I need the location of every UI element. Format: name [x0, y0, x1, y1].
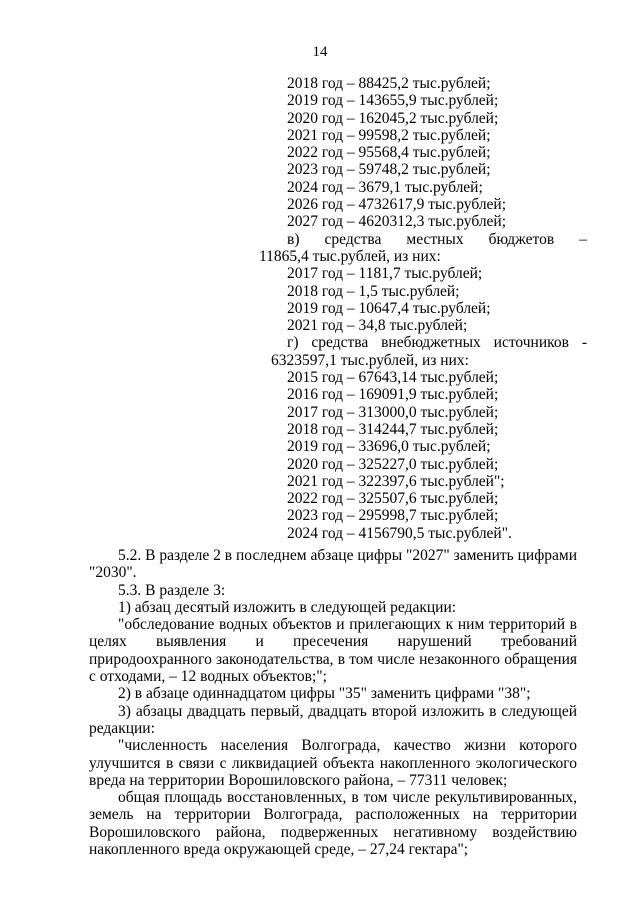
item-v-heading	[287, 231, 587, 248]
list-item: 2021 год – 99598,2 тыс.рублей;	[287, 126, 491, 144]
list-item: 2021 год – 34,8 тыс.рублей;	[287, 317, 468, 335]
list-item: 2020 год – 325227,0 тыс.рублей;	[287, 455, 499, 473]
item-g-heading: г) средства внебюджетных источников -	[287, 334, 587, 352]
item-v-word: местных	[406, 230, 464, 248]
list-item: 2018 год – 1,5 тыс.рублей;	[287, 282, 460, 300]
list-item: 2018 год – 314244,7 тыс.рублей;	[287, 420, 499, 438]
list-item: 2022 год – 325507,6 тыс.рублей;	[287, 490, 499, 508]
list-item: 2020 год – 162045,2 тыс.рублей;	[287, 109, 499, 127]
list-item: 2015 год – 67643,14 тыс.рублей;	[287, 369, 499, 387]
item-v-word: в)	[287, 230, 300, 248]
list-item: 2022 год – 95568,4 тыс.рублей;	[287, 144, 491, 162]
page-number: 14	[312, 44, 328, 60]
list-item: 2026 год – 4732617,9 тыс.рублей;	[287, 196, 507, 214]
item-g-continuation: 6323597,1 тыс.рублей, из них:	[271, 351, 469, 369]
list-item: 2024 год – 4156790,5 тыс.рублей".	[287, 524, 512, 542]
paragraph: "обследование водных объектов и прилегающих к ним территорий в целях выявления и пресечения нарушений требований природоохранного законодательства, в том числе незаконного обращения с отходами, – 12 водных объектов;";	[89, 616, 577, 686]
list-item: 2023 год – 295998,7 тыс.рублей;	[287, 507, 499, 525]
list-item: 2017 год – 313000,0 тыс.рублей;	[287, 403, 499, 421]
list-item: 2019 год – 33696,0 тыс.рублей;	[287, 438, 491, 456]
paragraph: 5.3. В разделе 3:	[118, 581, 226, 599]
paragraph: 3) абзацы двадцать первый, двадцать второй изложить в следующей редакции:	[89, 702, 577, 737]
paragraph: общая площадь восстановленных, в том числе рекультивированных, земель на территории Волгограда, расположенных на территории Ворошиловского района, подверженных негативному воздействию накопленного вреда окружающей среде, – 27,24 гектара";	[89, 789, 577, 859]
list-item: 2023 год – 59748,2 тыс.рублей;	[287, 161, 491, 179]
list-item: 2019 год – 10647,4 тыс.рублей;	[287, 299, 491, 317]
funding-column	[259, 75, 587, 542]
item-v-continuation: 11865,4 тыс.рублей, из них:	[259, 247, 441, 265]
paragraph: 1) абзац десятый изложить в следующей редакции:	[118, 598, 457, 616]
list-item: 2017 год – 1181,7 тыс.рублей;	[287, 265, 483, 283]
paragraph: "численность населения Волгограда, качество жизни которого улучшится в связи с ликвидацией объекта накопленного экологического вреда на территории Ворошиловского района, – 77311 человек;	[89, 737, 577, 789]
item-v-word: –	[579, 230, 587, 248]
list-item: 2021 год – 322397,6 тыс.рублей";	[287, 472, 505, 490]
list-item: 2019 год – 143655,9 тыс.рублей;	[287, 92, 499, 110]
list-item: 2018 год – 88425,2 тыс.рублей;	[287, 75, 491, 92]
amendments-text	[89, 547, 577, 858]
item-v-word: бюджетов	[488, 230, 555, 248]
list-item: 2027 год – 4620312,3 тыс.рублей;	[287, 213, 507, 231]
list-item: 2016 год – 169091,9 тыс.рублей;	[287, 386, 499, 404]
paragraph: 2) в абзаце одиннадцатом цифры "35" заменить цифрами "38";	[118, 685, 531, 703]
paragraph: 5.2. В разделе 2 в последнем абзаце цифры "2027" заменить цифрами "2030".	[89, 547, 577, 582]
list-item: 2024 год – 3679,1 тыс.рублей;	[287, 178, 483, 196]
item-v-word: средства	[324, 230, 382, 248]
